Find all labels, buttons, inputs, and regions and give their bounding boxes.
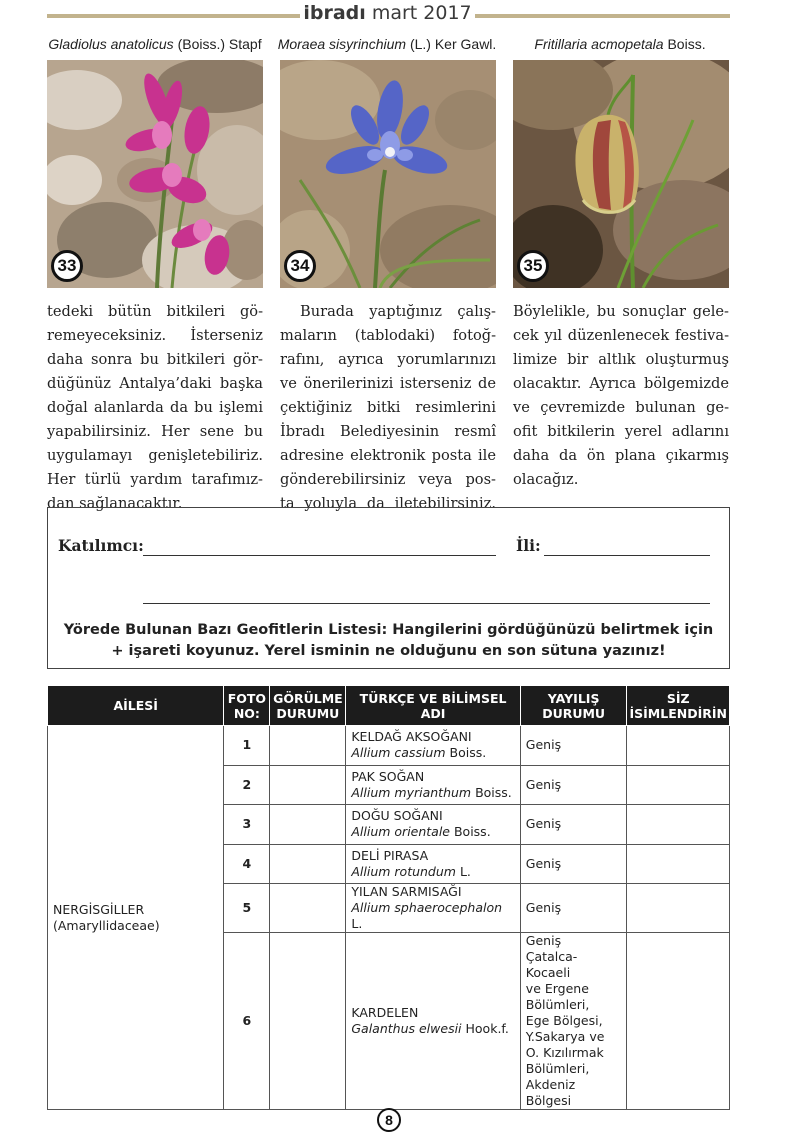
your-name-cell[interactable] xyxy=(627,726,730,766)
distribution-cell: Geniş xyxy=(520,884,627,933)
header-line: FOTO xyxy=(227,690,267,706)
family-cell xyxy=(48,726,224,1110)
text-line: çektiğiniz bitki resimlerini xyxy=(280,399,496,416)
province-field[interactable] xyxy=(544,555,710,556)
text-line: rafını, ayrıca yorumlarınızı xyxy=(280,351,496,368)
header-photo-no xyxy=(224,686,270,726)
header-line: DURUMU xyxy=(276,705,340,721)
text-line: ofit bitkilerin yerel adlarını xyxy=(513,423,729,440)
header-seen-status xyxy=(270,686,346,726)
caption-author: (Boiss.) Stapf xyxy=(173,36,262,52)
photo-gladiolus xyxy=(47,60,263,288)
instructions xyxy=(48,620,729,662)
header-line: YAYILIŞ xyxy=(547,690,600,706)
text-line: dan sağlanacaktır. xyxy=(47,495,183,512)
species-name-cell xyxy=(346,805,520,845)
scientific-name: Allium myrianthum xyxy=(351,784,472,800)
table-header-row xyxy=(48,686,730,726)
distribution-line: Ege Bölgesi, xyxy=(525,1013,603,1028)
header-line: DURUMU xyxy=(542,705,606,721)
your-name-cell[interactable] xyxy=(627,805,730,845)
header-line: İSİMLENDİRİN xyxy=(629,705,727,721)
text-line: ve önerilerinizi isterseniz de xyxy=(280,375,496,392)
seen-cell[interactable] xyxy=(270,884,346,933)
magazine-header xyxy=(300,2,475,24)
header-line: NO: xyxy=(233,705,260,721)
text-line: adresine elektronik posta ile xyxy=(280,447,496,464)
family-latin: (Amaryllidaceae) xyxy=(53,917,160,933)
caption-species: Moraea sisyrinchium xyxy=(277,36,407,52)
turkish-name: KELDAĞ AKSOĞANI xyxy=(351,729,472,745)
author-name: Boiss. xyxy=(445,745,487,761)
photo-caption-33 xyxy=(45,36,265,52)
photo-moraea xyxy=(280,60,496,288)
distribution-line: Çatalca-Kocaeli xyxy=(525,949,578,980)
photo-no-cell: 3 xyxy=(224,805,270,845)
header-line: GÖRÜLME xyxy=(273,690,343,706)
turkish-name: YILAN SARMISAĞI xyxy=(351,884,462,899)
turkish-name: DELİ PIRASA xyxy=(351,847,429,863)
text-line: olacaktır. Ayrıca bölgemizde xyxy=(513,375,729,392)
scientific-name: Allium orientale xyxy=(351,824,450,840)
species-name-cell xyxy=(346,765,520,805)
seen-cell[interactable] xyxy=(270,726,346,766)
your-name-cell[interactable] xyxy=(627,765,730,805)
header-distribution xyxy=(520,686,627,726)
distribution-line: O. Kızılırmak xyxy=(525,1045,604,1060)
seen-cell[interactable] xyxy=(270,844,346,884)
text-line: düğünüz Antalya’daki başka xyxy=(47,375,263,392)
photo-no-cell: 1 xyxy=(224,726,270,766)
author-name: Boiss. xyxy=(471,784,512,800)
caption-author: Boiss. xyxy=(663,36,706,52)
header-rule-right xyxy=(475,14,730,18)
text-line: gönderebilirsiniz veya pos- xyxy=(280,471,496,488)
text-line: yapabilirsiniz. Her sene bu xyxy=(47,423,263,440)
photo-no-cell: 6 xyxy=(224,933,270,1110)
fritillaria-image xyxy=(513,60,729,288)
page-number: 8 xyxy=(377,1108,401,1132)
distribution-cell: Geniş xyxy=(520,726,627,766)
distribution-line: Bölümleri, xyxy=(525,1061,590,1076)
header-family: AİLESİ xyxy=(48,686,224,726)
your-name-cell[interactable] xyxy=(627,933,730,1110)
photo-no-cell: 4 xyxy=(224,844,270,884)
instruction-line: Yörede Bulunan Bazı Geofitlerin Listesi: Hangilerini gördüğünüzü belirtmek için xyxy=(63,622,714,638)
species-name-cell xyxy=(346,933,520,1110)
author-name: L. xyxy=(455,863,471,879)
text-line: Her türlü yardım tarafımız- xyxy=(47,471,263,488)
photo-no-cell: 5 xyxy=(224,884,270,933)
scientific-name: Allium sphaerocephalon xyxy=(351,900,503,915)
photo-number-badge: 33 xyxy=(51,250,83,282)
scientific-name: Galanthus elwesii xyxy=(351,1021,462,1036)
header-rule-left xyxy=(47,14,300,18)
text-line: daha da ön plana çıkarmış xyxy=(513,447,729,464)
photo-number-badge: 35 xyxy=(517,250,549,282)
distribution-cell: Geniş xyxy=(520,844,627,884)
caption-species: Gladiolus anatolicus xyxy=(48,36,174,52)
scientific-name: Allium cassium xyxy=(351,745,446,761)
participant-name-field[interactable] xyxy=(143,555,496,556)
your-name-cell[interactable] xyxy=(627,884,730,933)
distribution-line: Akdeniz Bölgesi xyxy=(525,1077,576,1108)
province-label: İli: xyxy=(516,536,541,555)
family-name: NERGİSGİLLER xyxy=(53,901,145,917)
text-line: tedeki bütün bitkileri gö- xyxy=(47,303,263,320)
your-name-cell[interactable] xyxy=(627,844,730,884)
text-column-3 xyxy=(513,300,729,492)
text-line: cek yıl düzenlenecek festiva- xyxy=(513,327,729,344)
table-row xyxy=(48,726,730,766)
instruction-line: + işareti koyunuz. Yerel isminin ne olduğunu en son sütuna yazınız! xyxy=(111,643,666,659)
photo-fritillaria xyxy=(513,60,729,288)
text-line: olacağız. xyxy=(513,471,579,488)
header-line: SİZ xyxy=(666,690,690,706)
seen-cell[interactable] xyxy=(270,805,346,845)
author-name: Boiss. xyxy=(450,824,491,840)
turkish-name: PAK SOĞAN xyxy=(351,768,425,784)
gladiolus-image xyxy=(47,60,263,288)
text-line: limize bir altlık oluşturmuş xyxy=(513,351,729,368)
seen-cell[interactable] xyxy=(270,765,346,805)
text-column-2 xyxy=(280,300,496,516)
author-name: L. xyxy=(351,916,363,931)
moraea-image xyxy=(280,60,496,288)
text-column-1 xyxy=(47,300,263,516)
species-name-cell xyxy=(346,844,520,884)
magazine-name: ibradı xyxy=(303,2,366,24)
distribution-line: Y.Sakarya ve xyxy=(525,1029,605,1044)
distribution-line: Geniş xyxy=(525,933,562,948)
text-line: ve çevremizde bulunan ge- xyxy=(513,399,729,416)
seen-cell[interactable] xyxy=(270,933,346,1110)
text-line: Böylelikle, bu sonuçlar gele- xyxy=(513,303,729,320)
text-line: doğal alanlarda da bu işlemi xyxy=(47,399,263,416)
photo-caption-34 xyxy=(277,36,497,52)
photo-number-badge: 34 xyxy=(284,250,316,282)
participant-form xyxy=(47,507,730,669)
distribution-cell: Geniş xyxy=(520,805,627,845)
participant-label: Katılımcı: xyxy=(58,536,144,555)
text-line: ta yoluyla da iletebilirsiniz. xyxy=(280,495,496,512)
caption-species: Fritillaria acmopetala xyxy=(534,36,664,52)
turkish-name: KARDELEN xyxy=(351,1005,419,1020)
participant-extra-field[interactable] xyxy=(143,603,710,604)
text-line: İbradı Belediyesinin resmî xyxy=(280,423,496,440)
distribution-line: Bölümleri, xyxy=(525,997,590,1012)
text-line: uygulamayı genişletebiliriz. xyxy=(47,447,263,464)
photo-no-cell: 2 xyxy=(224,765,270,805)
geophyte-table xyxy=(47,685,730,1110)
header-your-name xyxy=(627,686,730,726)
text-line: maların (tablodaki) fotoğ- xyxy=(280,327,496,344)
photo-caption-35 xyxy=(510,36,730,52)
issue-date: mart 2017 xyxy=(371,2,472,24)
distribution-cell: Geniş xyxy=(520,765,627,805)
text-line: Burada yaptığınız çalış- xyxy=(300,303,496,320)
header-name: TÜRKÇE VE BİLİMSEL ADI xyxy=(346,686,520,726)
distribution-line: ve Ergene xyxy=(525,981,589,996)
author-name: Hook.f. xyxy=(461,1021,509,1036)
scientific-name: Allium rotundum xyxy=(351,863,456,879)
turkish-name: DOĞU SOĞANI xyxy=(351,808,443,824)
species-name-cell xyxy=(346,884,520,933)
species-name-cell xyxy=(346,726,520,766)
caption-author: (L.) Ker Gawl. xyxy=(406,36,497,52)
text-line: remeyeceksiniz. İsterseniz xyxy=(47,327,263,344)
distribution-cell xyxy=(520,933,627,1110)
text-line: daha sonra bu bitkileri gör- xyxy=(47,351,263,368)
